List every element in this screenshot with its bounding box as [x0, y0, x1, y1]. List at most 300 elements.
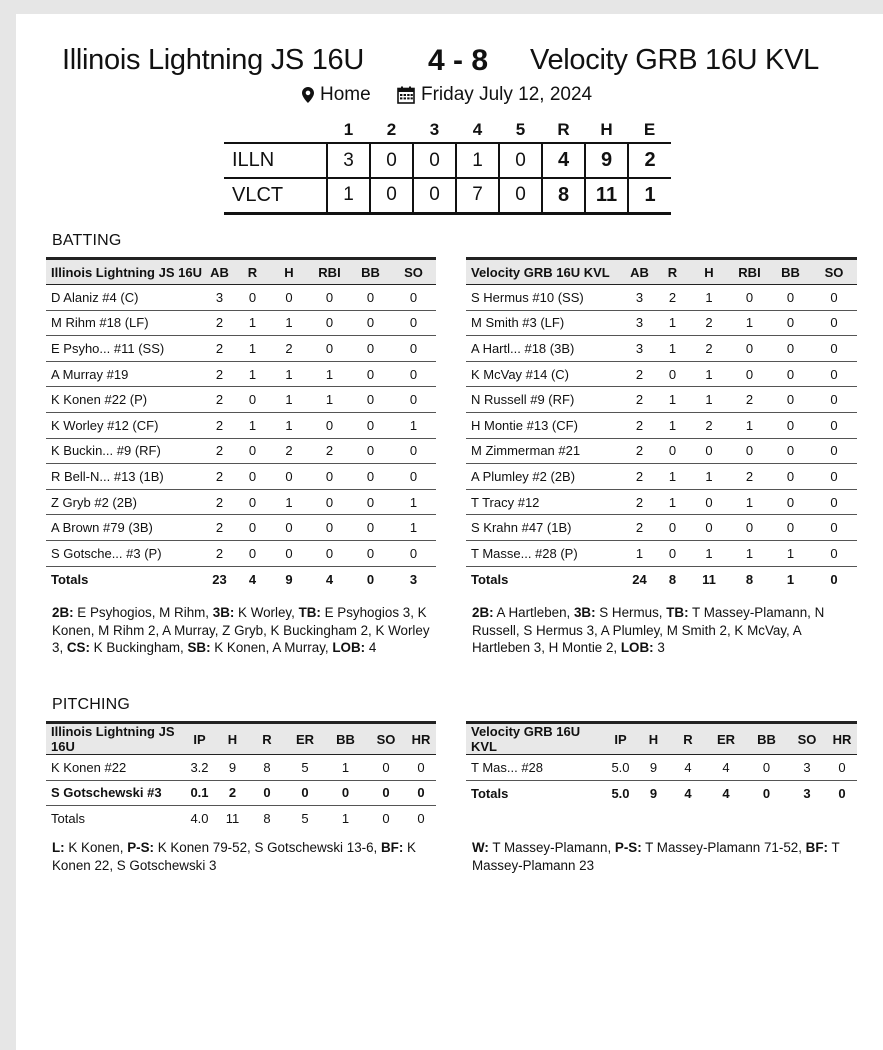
stat-column-header: SO [366, 723, 406, 755]
stat-cell: 0 [770, 285, 811, 311]
stat-cell: 2 [623, 489, 656, 515]
errors-total: 2 [628, 143, 671, 178]
stat-cell: 0 [746, 755, 787, 781]
inning-score: 0 [370, 178, 413, 213]
stat-cell: 0 [236, 438, 269, 464]
note-label: LOB: [620, 640, 654, 655]
stat-column-header: H [269, 259, 309, 285]
hits-total: 11 [585, 178, 628, 213]
stat-cell: 2 [269, 438, 309, 464]
stat-cell: 2 [689, 412, 729, 438]
note-text: E Psyhogios, M Rihm, [73, 605, 213, 620]
note-label: BF: [805, 840, 828, 855]
stat-cell: 0 [350, 489, 391, 515]
stat-cell: 0.1 [183, 780, 216, 806]
stat-cell: 1 [729, 540, 770, 566]
date-label: Friday July 12, 2024 [421, 84, 593, 105]
totals-label: Totals [51, 811, 85, 827]
away-pitching-table [46, 721, 436, 831]
stat-column-header: R [656, 259, 689, 285]
stat-cell: 0 [770, 336, 811, 362]
totals-cell: 0 [762, 785, 771, 801]
stat-cell: 0 [350, 464, 391, 490]
stat-cell: 0 [285, 780, 325, 806]
stat-cell: 0 [811, 387, 857, 413]
stat-cell: 1 [689, 361, 729, 387]
stat-column-header: SO [391, 259, 436, 285]
stat-cell: 1 [656, 336, 689, 362]
totals-label: Totals [51, 571, 89, 587]
stat-column-header: BB [746, 723, 787, 755]
stat-cell: 0 [350, 438, 391, 464]
stat-cell: 0 [811, 515, 857, 541]
stat-column-header: H [216, 723, 249, 755]
stat-cell: 2 [729, 464, 770, 490]
stat-cell: 0 [406, 755, 436, 781]
player-name: A Brown #79 (3B) [46, 515, 203, 541]
stat-cell: 0 [811, 438, 857, 464]
player-name: M Zimmerman #21 [466, 438, 623, 464]
stat-cell: 1 [236, 336, 269, 362]
stat-cell: 0 [350, 387, 391, 413]
note-label: LOB: [332, 640, 366, 655]
stat-cell: 0 [391, 336, 436, 362]
table-row [46, 515, 436, 541]
pitching-section-title: PITCHING [52, 696, 131, 713]
stat-cell: 0 [770, 412, 811, 438]
stat-column-header: R [670, 723, 706, 755]
inning-header: 4 [472, 119, 483, 139]
stat-cell: 0 [309, 515, 350, 541]
inning-score: 1 [456, 143, 499, 178]
stat-cell: 0 [236, 489, 269, 515]
totals-label: Totals [471, 571, 509, 587]
stat-cell: 2 [623, 464, 656, 490]
location [302, 84, 371, 106]
stat-cell: 0 [811, 412, 857, 438]
stat-cell: 2 [656, 285, 689, 311]
away-batting-table [46, 257, 436, 592]
errors-header: E [643, 119, 656, 139]
table-row [46, 412, 436, 438]
note-text: T Massey-Plamann, [488, 840, 615, 855]
stat-cell: 1 [623, 540, 656, 566]
stat-cell: 0 [366, 755, 406, 781]
stat-cell: 2 [203, 361, 236, 387]
table-row [466, 489, 857, 515]
totals-cell: 4 [325, 571, 334, 587]
note-label: 2B: [472, 605, 494, 620]
inning-score: 1 [327, 178, 370, 213]
line-score-row [224, 178, 671, 213]
note-label: CS: [66, 640, 90, 655]
table-row [466, 515, 857, 541]
player-name: S Hermus #10 (SS) [466, 285, 623, 311]
totals-row [46, 806, 436, 832]
team-column-header: Velocity GRB 16U KVL [466, 259, 623, 285]
stat-cell: 1 [689, 540, 729, 566]
stat-cell: 0 [391, 464, 436, 490]
inning-score: 0 [499, 178, 542, 213]
stat-cell: 0 [350, 412, 391, 438]
stat-cell: 2 [203, 412, 236, 438]
stat-cell: 1 [269, 387, 309, 413]
player-name: S Gotschewski #3 [46, 780, 183, 806]
stat-cell: 1 [325, 755, 366, 781]
inning-header: 2 [386, 119, 397, 139]
note-text: 4 [365, 640, 377, 655]
table-header-row [46, 259, 436, 285]
stat-cell: 0 [656, 361, 689, 387]
note-label: TB: [666, 605, 689, 620]
inning-score: 3 [327, 143, 370, 178]
table-row [46, 489, 436, 515]
player-name: S Krahn #47 (1B) [466, 515, 623, 541]
stat-cell: 0 [391, 387, 436, 413]
table-row [46, 361, 436, 387]
player-name: S Gotsche... #3 (P) [46, 540, 203, 566]
stat-cell: 1 [236, 361, 269, 387]
player-name: R Bell-N... #13 (1B) [46, 464, 203, 490]
stat-cell: 0 [391, 310, 436, 336]
stat-column-header: ER [706, 723, 746, 755]
stat-cell: 0 [269, 515, 309, 541]
table-row [46, 310, 436, 336]
inning-header: 5 [515, 119, 526, 139]
stat-cell: 3 [623, 285, 656, 311]
player-name: A Murray #19 [46, 361, 203, 387]
stat-column-header: IP [183, 723, 216, 755]
player-name: K Worley #12 (CF) [46, 412, 203, 438]
inning-score: 0 [370, 143, 413, 178]
note-label: SB: [187, 640, 211, 655]
stat-cell: 0 [391, 438, 436, 464]
totals-cell: 9 [649, 785, 658, 801]
player-name: T Masse... #28 (P) [466, 540, 623, 566]
stat-cell: 2 [269, 336, 309, 362]
stat-cell: 0 [350, 336, 391, 362]
note-label: 3B: [212, 605, 235, 620]
stat-cell: 1 [391, 489, 436, 515]
stat-cell: 0 [770, 438, 811, 464]
note-text: T Massey-Plamann 23 [472, 840, 840, 873]
stat-cell: 0 [827, 755, 857, 781]
stat-cell: 0 [729, 336, 770, 362]
totals-cell: 4 [722, 785, 730, 801]
table-row [466, 412, 857, 438]
totals-row [466, 566, 857, 592]
stat-cell: 1 [391, 515, 436, 541]
table-header-row [466, 723, 857, 755]
stat-cell: 0 [350, 515, 391, 541]
stat-column-header: R [236, 259, 269, 285]
stat-cell: 0 [729, 361, 770, 387]
stat-cell: 0 [309, 336, 350, 362]
stat-cell: 0 [269, 285, 309, 311]
table-row [46, 336, 436, 362]
stat-cell: 0 [391, 540, 436, 566]
team-column-header: Illinois Lightning JS 16U [46, 723, 183, 755]
table-header-row [466, 259, 857, 285]
totals-row [46, 566, 436, 592]
errors-total: 1 [628, 178, 671, 213]
stat-cell: 0 [309, 464, 350, 490]
totals-cell: 0 [830, 571, 838, 587]
map-pin-icon [302, 87, 314, 103]
totals-cell: 0 [366, 571, 375, 587]
note-label: 2B: [52, 605, 74, 620]
note-text: 3 [653, 640, 665, 655]
note-label: 3B: [573, 605, 596, 620]
home-pitching-table [466, 721, 857, 806]
stat-cell: 0 [689, 438, 729, 464]
totals-cell: 3 [409, 571, 418, 587]
player-name: H Montie #13 (CF) [466, 412, 623, 438]
totals-cell: 0 [417, 811, 425, 827]
final-score: 4 - 8 [428, 44, 489, 77]
stat-cell: 1 [656, 489, 689, 515]
inning-score: 0 [499, 143, 542, 178]
stat-cell: 0 [770, 515, 811, 541]
stat-cell: 0 [729, 285, 770, 311]
stat-cell: 0 [729, 438, 770, 464]
stat-cell: 1 [656, 464, 689, 490]
totals-label: Totals [471, 785, 509, 801]
table-row [466, 540, 857, 566]
runs-total: 4 [542, 143, 585, 178]
note-text: K Konen 79-52, S Gotschewski 13-6, [153, 840, 381, 855]
stat-column-header: AB [623, 259, 656, 285]
inning-header: 1 [343, 119, 354, 139]
note-label: W: [472, 840, 489, 855]
stat-cell: 0 [350, 540, 391, 566]
totals-cell: 9 [285, 571, 293, 587]
player-name: N Russell #9 (RF) [466, 387, 623, 413]
game-info [0, 84, 883, 110]
line-score-team: VLCT [224, 178, 327, 213]
stat-cell: 2 [623, 438, 656, 464]
totals-cell: 23 [212, 571, 227, 587]
stat-cell: 2 [309, 438, 350, 464]
totals-row [466, 780, 857, 806]
stat-cell: 0 [249, 780, 285, 806]
stat-cell: 1 [656, 387, 689, 413]
totals-cell: 5.0 [611, 785, 630, 801]
note-label: TB: [298, 605, 321, 620]
stat-cell: 9 [216, 755, 249, 781]
stat-cell: 1 [391, 412, 436, 438]
stat-cell: 1 [269, 412, 309, 438]
stat-cell: 1 [729, 310, 770, 336]
note-text: T Massey-Plamann, N Russell, S Hermus 3, A Plumley, M Smith 2, K McVay, A Hartleben 3, H Montie 2, [472, 605, 825, 655]
stat-cell: 0 [366, 780, 406, 806]
table-header-row [46, 723, 436, 755]
stat-column-header: HR [827, 723, 857, 755]
totals-cell: 1 [341, 811, 350, 827]
calendar-icon [397, 86, 415, 104]
note-text: K Konen, A Murray, [210, 640, 333, 655]
table-row [46, 387, 436, 413]
stat-cell: 1 [236, 412, 269, 438]
stat-column-header: BB [325, 723, 366, 755]
table-row [466, 464, 857, 490]
stat-cell: 2 [203, 336, 236, 362]
stat-cell: 0 [811, 489, 857, 515]
stat-cell: 0 [689, 515, 729, 541]
player-name: A Plumley #2 (2B) [466, 464, 623, 490]
stat-cell: 0 [269, 540, 309, 566]
inning-score: 7 [456, 178, 499, 213]
stat-cell: 1 [656, 412, 689, 438]
player-name: Z Gryb #2 (2B) [46, 489, 203, 515]
stat-cell: 2 [623, 412, 656, 438]
note-text: S Hermus, [595, 605, 667, 620]
note-text: K Konen 22, S Gotschewski 3 [52, 840, 416, 873]
note-text: E Psyhogios 3, K Konen, M Rihm 2, A Murray, Z Gryb, K Buckingham 2, K Worley 3, [52, 605, 430, 655]
stat-cell: 1 [236, 310, 269, 336]
table-row [46, 780, 436, 806]
table-row [46, 540, 436, 566]
stat-cell: 0 [309, 489, 350, 515]
player-name: K Buckin... #9 (RF) [46, 438, 203, 464]
stat-cell: 0 [811, 336, 857, 362]
stat-cell: 0 [656, 540, 689, 566]
stat-cell: 1 [269, 361, 309, 387]
runs-total: 8 [542, 178, 585, 213]
note-label: L: [52, 840, 65, 855]
stat-cell: 3 [787, 755, 827, 781]
player-name: K McVay #14 (C) [466, 361, 623, 387]
stat-cell: 5 [285, 755, 325, 781]
stat-cell: 0 [729, 515, 770, 541]
stat-cell: 2 [203, 310, 236, 336]
stat-cell: 2 [623, 515, 656, 541]
stat-cell: 5.0 [604, 755, 637, 781]
stat-column-header: HR [406, 723, 436, 755]
stat-cell: 2 [623, 387, 656, 413]
stat-cell: 0 [309, 285, 350, 311]
stat-cell: 1 [770, 540, 811, 566]
stat-cell: 0 [770, 387, 811, 413]
stat-cell: 1 [309, 387, 350, 413]
totals-cell: 8 [668, 571, 677, 587]
stat-column-header: RBI [729, 259, 770, 285]
table-row [46, 464, 436, 490]
stat-cell: 0 [770, 310, 811, 336]
stat-cell: 0 [236, 387, 269, 413]
player-name: K Konen #22 (P) [46, 387, 203, 413]
line-score [224, 117, 671, 215]
stat-cell: 1 [269, 310, 309, 336]
stat-cell: 1 [689, 464, 729, 490]
stat-cell: 2 [203, 515, 236, 541]
stat-cell: 2 [216, 780, 249, 806]
stat-cell: 0 [236, 285, 269, 311]
stat-cell: 2 [729, 387, 770, 413]
player-name: M Smith #3 (LF) [466, 310, 623, 336]
stat-cell: 1 [309, 361, 350, 387]
stat-cell: 0 [325, 780, 366, 806]
stat-cell: 2 [203, 464, 236, 490]
stat-cell: 8 [249, 755, 285, 781]
stat-cell: 3.2 [183, 755, 216, 781]
stat-cell: 0 [350, 361, 391, 387]
stat-cell: 1 [269, 489, 309, 515]
table-row [466, 361, 857, 387]
totals-cell: 11 [702, 571, 716, 587]
stat-cell: 0 [656, 515, 689, 541]
stat-cell: 0 [391, 361, 436, 387]
stat-cell: 2 [689, 310, 729, 336]
stat-column-header: R [249, 723, 285, 755]
stat-cell: 1 [656, 310, 689, 336]
table-row [466, 285, 857, 311]
home-team-name: Velocity GRB 16U KVL [530, 44, 819, 76]
stat-cell: 0 [770, 361, 811, 387]
table-row [466, 438, 857, 464]
player-name: T Mas... #28 [466, 755, 604, 781]
location-label: Home [320, 84, 371, 105]
totals-cell: 24 [632, 571, 647, 587]
stat-cell: 0 [770, 464, 811, 490]
stat-cell: 9 [637, 755, 670, 781]
away-pitching-notes [52, 839, 447, 874]
stat-cell: 0 [770, 489, 811, 515]
stat-cell: 0 [236, 464, 269, 490]
stat-cell: 0 [236, 540, 269, 566]
note-label: P-S: [614, 840, 642, 855]
stat-cell: 0 [689, 489, 729, 515]
totals-cell: 8 [263, 811, 271, 827]
note-label: BF: [381, 840, 404, 855]
runs-header: R [557, 119, 570, 139]
stat-cell: 0 [350, 310, 391, 336]
table-row [46, 755, 436, 781]
game-headline [0, 44, 883, 84]
totals-cell: 0 [382, 811, 390, 827]
totals-cell: 4 [684, 785, 692, 801]
table-row [466, 336, 857, 362]
note-text: K Worley, [234, 605, 299, 620]
note-text: A Hartleben, [493, 605, 574, 620]
stat-column-header: BB [770, 259, 811, 285]
stat-cell: 0 [811, 361, 857, 387]
stat-column-header: ER [285, 723, 325, 755]
note-text: T Massey-Plamann 71-52, [641, 840, 806, 855]
totals-cell: 4 [248, 571, 257, 587]
batting-section-title: BATTING [52, 232, 122, 249]
note-label: P-S: [127, 840, 154, 855]
stat-cell: 1 [689, 387, 729, 413]
stat-column-header: SO [787, 723, 827, 755]
hits-header: H [600, 119, 613, 139]
stat-column-header: IP [604, 723, 637, 755]
stat-cell: 0 [391, 285, 436, 311]
player-name: T Tracy #12 [466, 489, 623, 515]
stat-column-header: H [689, 259, 729, 285]
stat-cell: 0 [269, 464, 309, 490]
stat-cell: 3 [203, 285, 236, 311]
line-score-team-header [224, 117, 327, 143]
stat-cell: 0 [811, 285, 857, 311]
away-team-name: Illinois Lightning JS 16U [62, 44, 365, 76]
stat-column-header: AB [203, 259, 236, 285]
line-score-row [224, 143, 671, 178]
stat-cell: 3 [623, 336, 656, 362]
stat-cell: 0 [811, 464, 857, 490]
totals-cell: 1 [786, 571, 795, 587]
stat-cell: 0 [309, 412, 350, 438]
